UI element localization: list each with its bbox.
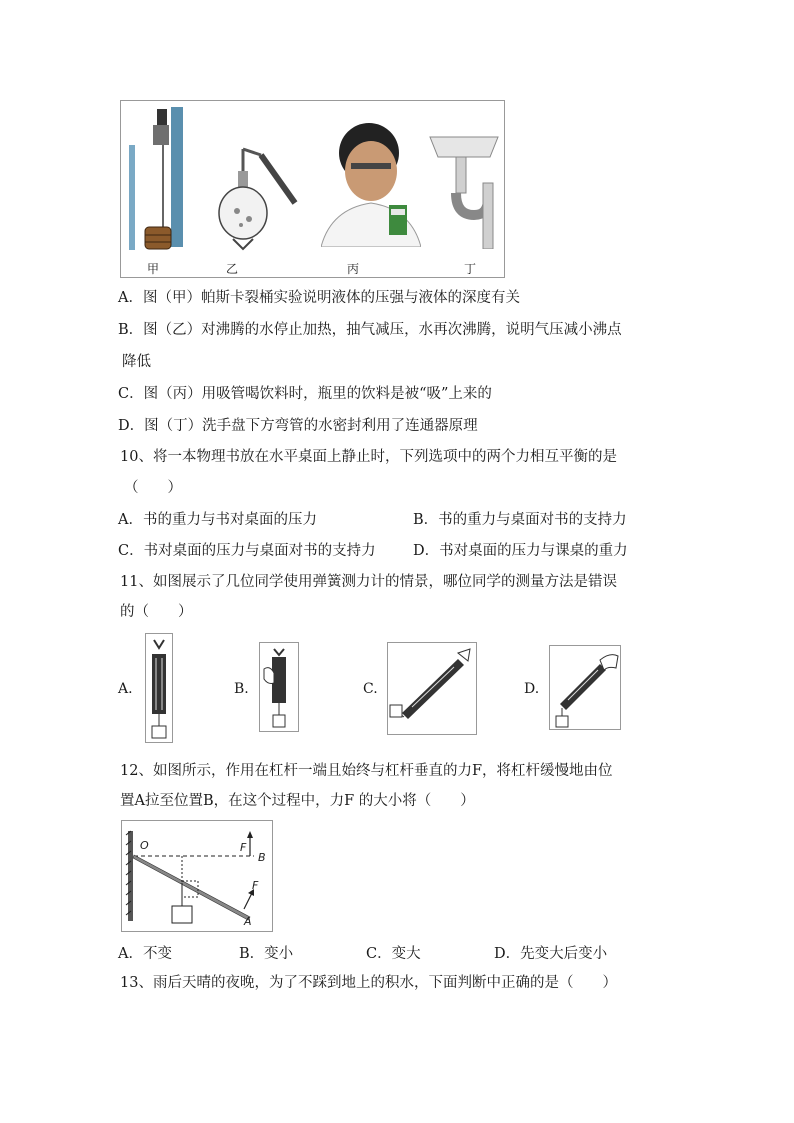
- q10-option-b: B．书的重力与桌面对书的支持力: [413, 512, 627, 528]
- q11-stem-bracket: 的（ ）: [120, 604, 193, 620]
- figure-label-bing: 丙: [347, 262, 360, 276]
- spring-scale-a-image: [145, 633, 173, 743]
- q10-option-a: A．书的重力与书对桌面的压力: [118, 512, 317, 528]
- figure-label-jia: 甲: [147, 262, 160, 276]
- spring-scale-d-image: [549, 645, 621, 730]
- figure-label-ding: 丁: [464, 262, 477, 276]
- figure-label-yi: 乙: [226, 262, 239, 276]
- q13-stem: 13、雨后天晴的夜晚，为了不踩到地上的积水，下面判断中正确的是（ ）: [120, 975, 617, 991]
- boy-drinking-image: [321, 123, 421, 247]
- q9-option-b-line1: B．图（乙）对沸腾的水停止加热，抽气减压，水再次沸腾，说明气压减小沸点: [118, 322, 622, 338]
- q11-label-b: B.: [234, 681, 249, 697]
- q10-option-d: D．书对桌面的压力与课桌的重力: [413, 543, 628, 559]
- q11-stem: 11、如图展示了几位同学使用弹簧测力计的情景，哪位同学的测量方法是错误: [120, 574, 617, 590]
- q11-label-a: A.: [118, 681, 133, 697]
- q9-option-b-line2: 降低: [122, 354, 151, 370]
- q10-option-c: C．书对桌面的压力与桌面对书的支持力: [118, 543, 376, 559]
- q9-option-a: A．图（甲）帕斯卡裂桶实验说明液体的压强与液体的深度有关: [118, 290, 520, 306]
- q10-stem: 10、将一本物理书放在水平桌面上静止时，下列选项中的两个力相互平衡的是: [120, 449, 617, 465]
- lever-label-o: O: [140, 839, 149, 852]
- q11-label-c: C.: [363, 681, 378, 697]
- q9-option-d: D．图（丁）洗手盘下方弯管的水密封利用了连通器原理: [118, 418, 478, 434]
- sink-trap-image: [426, 129, 502, 249]
- lever-label-f-bottom: F: [252, 879, 259, 892]
- lever-label-b: B: [258, 851, 266, 864]
- q12-stem-line2: 置A拉至位置B，在这个过程中，力F 的大小将（ ）: [120, 793, 475, 809]
- q9-option-c: C．图（丙）用吸管喝饮料时，瓶里的饮料是被“吸”上来的: [118, 386, 492, 402]
- q12-option-c: C．变大: [366, 946, 421, 962]
- spring-scale-b-image: [259, 642, 299, 732]
- flask-boiling-image: [209, 141, 309, 253]
- q12-option-b: B．变小: [239, 946, 294, 962]
- lever-label-a: A: [244, 915, 252, 928]
- q12-stem: 12、如图所示，作用在杠杆一端且始终与杠杆垂直的力F，将杠杆缓慢地由位: [120, 763, 613, 779]
- q12-option-a: A．不变: [118, 946, 172, 962]
- figure-q9: [120, 100, 505, 278]
- lever-diagram: [121, 820, 273, 932]
- spring-scale-c-image: [387, 642, 477, 735]
- q12-option-d: D．先变大后变小: [494, 946, 608, 962]
- q11-label-d: D.: [524, 681, 540, 697]
- q10-stem-bracket: （ ）: [124, 480, 182, 496]
- lever-label-f-top: F: [240, 841, 247, 854]
- barrel-experiment-image: [127, 105, 197, 255]
